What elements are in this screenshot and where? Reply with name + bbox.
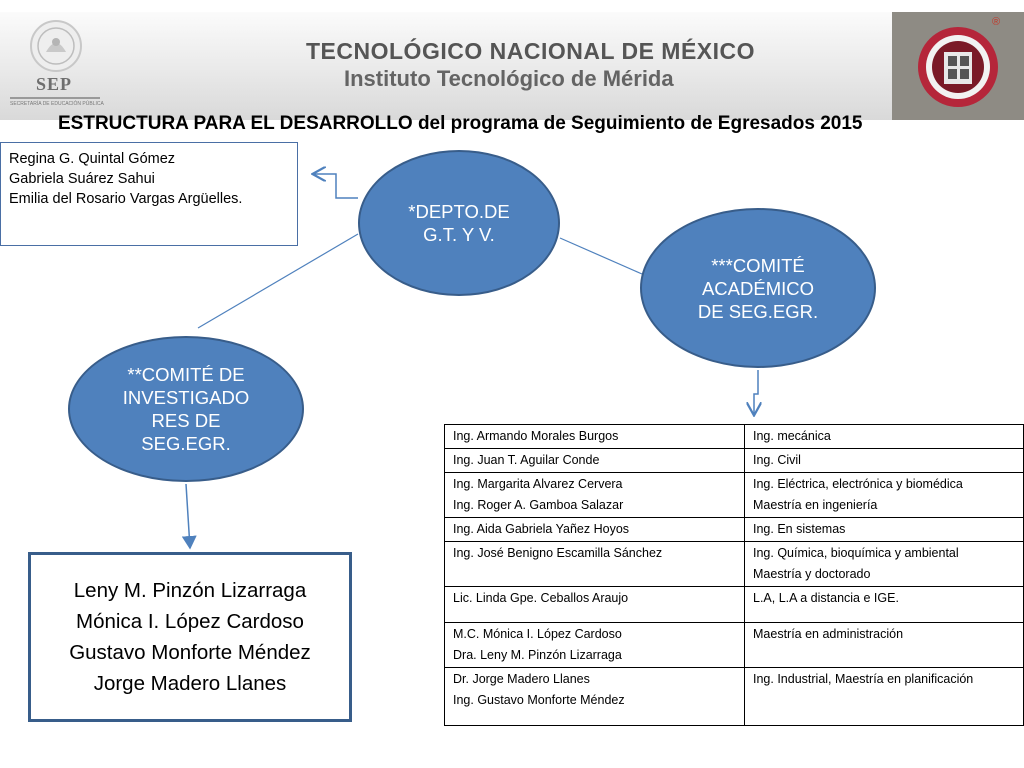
staff-name: Gabriela Suárez Sahui	[9, 171, 155, 187]
table-row	[445, 623, 1024, 668]
academic-committee-table	[444, 424, 1024, 726]
program-cell	[745, 473, 1024, 518]
table-row	[445, 425, 1024, 449]
program-name: Ing. En sistemas	[753, 522, 846, 536]
member-name-cell	[445, 425, 745, 449]
member-name: Ing. Roger A. Gamboa Salazar	[453, 498, 624, 512]
member-name-cell	[445, 542, 745, 587]
investigator-name: Gustavo Monforte Méndez	[69, 641, 311, 664]
program-cell	[745, 623, 1024, 668]
sep-logo-text: SEP	[36, 74, 73, 94]
registered-mark: ®	[992, 16, 1001, 28]
program-cell	[745, 518, 1024, 542]
node-comite-academico: ***COMITÉ ACADÉMICO DE SEG.EGR.	[640, 208, 876, 368]
investigator-name: Leny M. Pinzón Lizarraga	[73, 579, 307, 602]
member-name-cell	[445, 449, 745, 473]
connector-depto-to-academico	[560, 238, 642, 274]
investigators-box	[28, 552, 352, 722]
connector-investigadores-to-names	[186, 484, 190, 548]
member-name: M.C. Mónica I. López Cardoso	[453, 627, 622, 641]
table-row	[445, 518, 1024, 542]
table-row	[445, 587, 1024, 623]
investigator-name: Mónica I. López Cardoso	[76, 610, 304, 633]
member-name: Ing. Aida Gabriela Yañez Hoyos	[453, 522, 630, 536]
member-name: Ing. Armando Morales Burgos	[453, 429, 619, 443]
institution-title: TECNOLÓGICO NACIONAL DE MÉXICO	[306, 38, 756, 64]
program-name: Maestría en administración	[753, 627, 904, 641]
table-row	[445, 449, 1024, 473]
member-name-cell	[445, 518, 745, 542]
program-name: Maestría en ingeniería	[753, 498, 878, 512]
member-name-cell	[445, 473, 745, 518]
member-name: Dr. Jorge Madero Llanes	[453, 672, 590, 686]
table-row	[445, 473, 1024, 518]
program-name: Ing. Química, bioquímica y ambiental	[753, 546, 959, 560]
staff-name: Regina G. Quintal Gómez	[9, 151, 176, 167]
document-title: ESTRUCTURA PARA EL DESARROLLO del programa de Seguimiento de Egresados 2015	[58, 113, 863, 134]
member-name: Ing. Margarita Alvarez Cervera	[453, 477, 623, 491]
node-depto-gtv: *DEPTO.DE G.T. Y V.	[358, 150, 560, 296]
staff-names-box	[0, 142, 298, 246]
program-cell	[745, 425, 1024, 449]
program-name: Ing. mecánica	[753, 429, 831, 443]
member-name: Ing. Gustavo Monforte Méndez	[453, 693, 625, 707]
program-name: Ing. Industrial, Maestría en planificación	[753, 672, 974, 686]
program-name: Ing. Civil	[753, 453, 801, 467]
program-name: Maestría y doctorado	[753, 567, 871, 581]
program-cell	[745, 668, 1024, 726]
staff-name: Emilia del Rosario Vargas Argüelles.	[9, 191, 243, 207]
member-name: Lic. Linda Gpe. Ceballos Araujo	[453, 591, 629, 605]
connector-academico-to-table	[754, 370, 758, 414]
sep-logo-subtitle: SECRETARÍA DE EDUCACIÓN PÚBLICA	[10, 101, 104, 107]
program-cell	[745, 542, 1024, 587]
member-name: Dra. Leny M. Pinzón Lizarraga	[453, 648, 622, 662]
institution-subtitle: Instituto Tecnológico de Mérida	[344, 66, 674, 91]
program-name: Ing. Eléctrica, electrónica y biomédica	[753, 477, 963, 491]
member-name: Ing. José Benigno Escamilla Sánchez	[453, 546, 663, 560]
member-name-cell	[445, 623, 745, 668]
member-name-cell	[445, 587, 745, 623]
program-cell	[745, 587, 1024, 623]
connector-depto-to-investigadores	[198, 234, 358, 328]
table-row	[445, 542, 1024, 587]
table-row	[445, 668, 1024, 726]
program-cell	[745, 449, 1024, 473]
program-name: L.A, L.A a distancia e IGE.	[753, 591, 899, 605]
node-comite-investigadores: **COMITÉ DE INVESTIGADO RES DE SEG.EGR.	[68, 336, 304, 482]
connector-depto-to-staff	[314, 174, 358, 198]
member-name: Ing. Juan T. Aguilar Conde	[453, 453, 600, 467]
member-name-cell	[445, 668, 745, 726]
investigator-name: Jorge Madero Llanes	[93, 672, 287, 695]
